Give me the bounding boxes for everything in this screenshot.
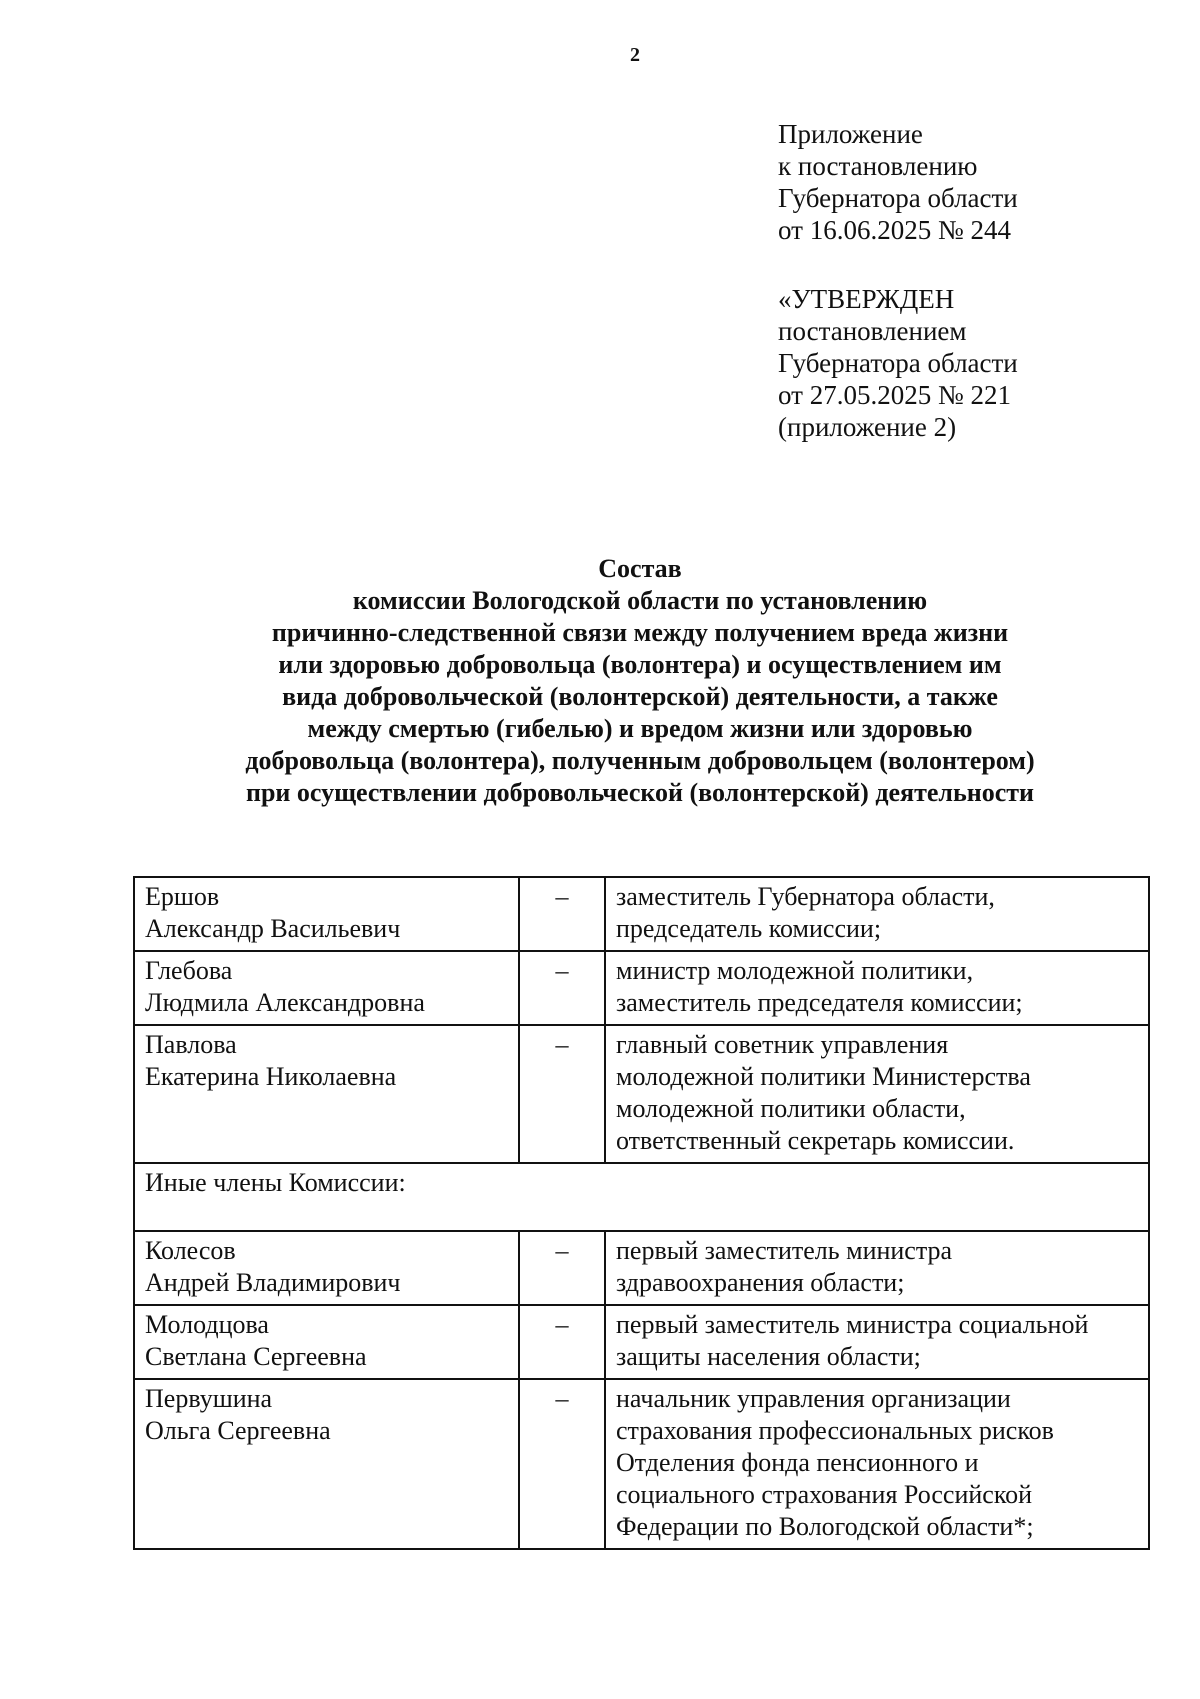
approved-line: «УТВЕРЖДЕН — [778, 284, 955, 314]
table-row — [134, 1025, 1149, 1163]
member-surname: Ершов — [145, 882, 220, 911]
position-line: заместитель председателя комиссии; — [616, 988, 1023, 1017]
position-line: молодежной политики области, — [616, 1094, 966, 1123]
document-title — [130, 553, 1150, 809]
member-name-cell — [134, 1379, 519, 1549]
title-line: причинно-следственной связи между получением вреда жизни — [271, 618, 1009, 647]
position-line: заместитель Губернатора области, — [616, 882, 995, 911]
member-given-name: Александр Васильевич — [145, 914, 401, 943]
table-row — [134, 1231, 1149, 1305]
position-line: главный советник управления — [616, 1030, 949, 1059]
appendix-block — [778, 118, 1018, 246]
member-surname: Павлова — [145, 1030, 237, 1059]
table-section-row — [134, 1163, 1149, 1231]
position-line: начальник управления организации — [616, 1384, 1011, 1413]
title-line: при осуществлении добровольческой (волонтерской) деятельности — [245, 778, 1035, 807]
dash-cell: – — [519, 1025, 605, 1163]
appendix-line: Приложение — [778, 119, 923, 149]
approved-line: постановлением — [778, 316, 967, 346]
member-given-name: Светлана Сергеевна — [145, 1342, 367, 1371]
approved-line: Губернатора области — [778, 348, 1018, 378]
member-given-name: Андрей Владимирович — [145, 1268, 401, 1297]
member-position-cell — [605, 877, 1149, 951]
title-line: добровольца (волонтера), полученным добровольцем (волонтером) — [245, 746, 1035, 775]
member-position-cell — [605, 1305, 1149, 1379]
approved-block — [778, 283, 1018, 443]
member-position-cell — [605, 1231, 1149, 1305]
position-line: Федерации по Вологодской области*; — [616, 1512, 1034, 1541]
page-number: 2 — [630, 44, 640, 66]
dash-cell: – — [519, 1231, 605, 1305]
position-line: защиты населения области; — [616, 1342, 921, 1371]
position-line: Отделения фонда пенсионного и — [616, 1448, 979, 1477]
member-given-name: Екатерина Николаевна — [145, 1062, 397, 1091]
table-row — [134, 951, 1149, 1025]
member-name-cell — [134, 951, 519, 1025]
dash-cell: – — [519, 1305, 605, 1379]
member-surname: Молодцова — [145, 1310, 269, 1339]
table-row — [134, 877, 1149, 951]
member-position-cell — [605, 1379, 1149, 1549]
member-name-cell — [134, 1305, 519, 1379]
member-position-cell — [605, 951, 1149, 1025]
member-given-name: Ольга Сергеевна — [145, 1416, 331, 1445]
appendix-line: от 16.06.2025 № 244 — [778, 215, 1011, 245]
member-name-cell — [134, 1231, 519, 1305]
member-position-cell — [605, 1025, 1149, 1163]
member-name-cell — [134, 1025, 519, 1163]
position-line: ответственный секретарь комиссии. — [616, 1126, 1015, 1155]
position-line: первый заместитель министра — [616, 1236, 953, 1265]
title-line: Состав — [598, 554, 682, 583]
approved-line: от 27.05.2025 № 221 — [778, 380, 1011, 410]
dash-cell: – — [519, 877, 605, 951]
title-line: или здоровью добровольца (волонтера) и осуществлением им — [278, 650, 1002, 679]
position-line: первый заместитель министра социальной — [616, 1310, 1089, 1339]
appendix-line: Губернатора области — [778, 183, 1018, 213]
position-line: социального страхования Российской — [616, 1480, 1033, 1509]
title-line: комиссии Вологодской области по установлению — [352, 586, 928, 615]
member-surname: Колесов — [145, 1236, 236, 1265]
position-line: молодежной политики Министерства — [616, 1062, 1031, 1091]
member-surname: Глебова — [145, 956, 233, 985]
approved-line: (приложение 2) — [778, 412, 957, 442]
title-line: между смертью (гибелью) и вредом жизни или здоровью — [307, 714, 973, 743]
section-label: Иные члены Комиссии: — [134, 1163, 1149, 1231]
title-line: вида добровольческой (волонтерской) деятельности, а также — [282, 682, 998, 711]
position-line: здравоохранения области; — [616, 1268, 905, 1297]
commission-members-table — [133, 876, 1150, 1550]
dash-cell: – — [519, 951, 605, 1025]
position-line: страхования профессиональных рисков — [616, 1416, 1054, 1445]
position-line: председатель комиссии; — [616, 914, 882, 943]
position-line: министр молодежной политики, — [616, 956, 974, 985]
member-name-cell — [134, 877, 519, 951]
member-given-name: Людмила Александровна — [145, 988, 425, 1017]
table-row — [134, 1379, 1149, 1549]
appendix-line: к постановлению — [778, 151, 978, 181]
dash-cell: – — [519, 1379, 605, 1549]
member-surname: Первушина — [145, 1384, 273, 1413]
table-row — [134, 1305, 1149, 1379]
